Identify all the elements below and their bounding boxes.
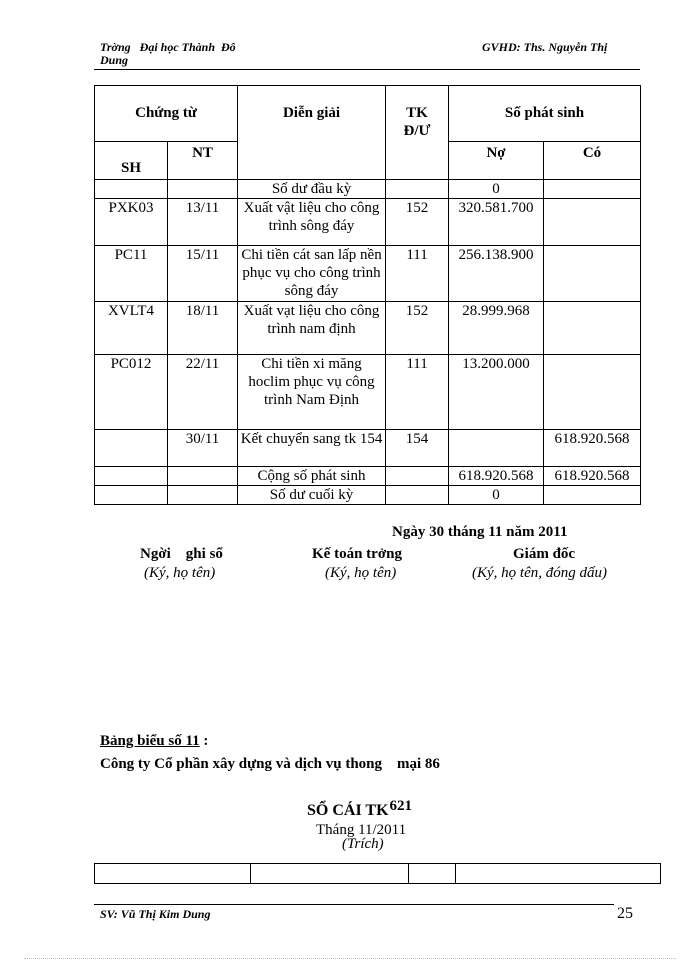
signature-recorder-title: Ngời ghi sổ (140, 546, 223, 562)
table-row (95, 430, 641, 467)
cell-no (449, 430, 544, 467)
table-label-text: Bảng biểu số 11 (100, 733, 200, 749)
cell-co (544, 302, 641, 355)
ledger-month: Tháng 11/2011 (316, 822, 407, 838)
next-table-cell (409, 864, 456, 884)
cell-tk (386, 180, 449, 199)
cell-desc: Chi tiền cát san lấp nền phục vụ cho công trình sông đáy (238, 246, 386, 302)
company-name: Công ty Cổ phần xây dựng và dịch vụ thong mại 86 (100, 756, 440, 772)
cell-desc: Chi tiền xi măng hoclim phục vụ công trình Nam Định (238, 355, 386, 430)
table-row (95, 302, 641, 355)
cell-sh: PC012 (95, 355, 168, 430)
cell-no: 618.920.568 (449, 467, 544, 486)
header-tk-line2: Đ/Ư (403, 123, 431, 139)
header-supervisor: GVHD: Ths. Nguyễn Thị (482, 40, 608, 54)
table-label-colon: : (199, 733, 209, 749)
table-row (95, 486, 641, 505)
next-table-cell (456, 864, 661, 884)
header-tk (386, 86, 449, 180)
cell-desc: Kết chuyển sang tk 154 (238, 430, 386, 467)
page-number: 25 (617, 905, 633, 922)
cell-no: 256.138.900 (449, 246, 544, 302)
cell-no: 0 (449, 180, 544, 199)
cell-no: 0 (449, 486, 544, 505)
ledger-excerpt: (Trích) (342, 836, 384, 852)
cell-nt (168, 467, 238, 486)
cell-tk: 152 (386, 302, 449, 355)
cell-nt: 13/11 (168, 199, 238, 246)
cell-co: 618.920.568 (544, 430, 641, 467)
cell-tk: 152 (386, 199, 449, 246)
header-dien-giai: Diễn giải (238, 86, 386, 180)
cell-desc: Cộng số phát sinh (238, 467, 386, 486)
cell-desc: Xuất vạt liệu cho công trình nam định (238, 302, 386, 355)
cell-co (544, 246, 641, 302)
header-sh: SH (95, 142, 168, 180)
table-row (95, 467, 641, 486)
cell-tk (386, 467, 449, 486)
table-row (95, 355, 641, 430)
cell-no: 13.200.000 (449, 355, 544, 430)
cell-sh: PXK03 (95, 199, 168, 246)
cell-no: 320.581.700 (449, 199, 544, 246)
cell-desc: Xuất vật liệu cho công trình sông đáy (238, 199, 386, 246)
cell-desc: Số dư cuối kỳ (238, 486, 386, 505)
header-school (100, 41, 236, 67)
header-co: Có (544, 142, 641, 180)
cell-co (544, 355, 641, 430)
header-nt: NT (168, 142, 238, 180)
cell-co (544, 180, 641, 199)
table-label (100, 733, 208, 750)
footer-student: SV: Vũ Thị Kim Dung (100, 907, 211, 921)
cell-co: 618.920.568 (544, 467, 641, 486)
header-tk-line1: TK (406, 105, 428, 121)
cell-nt (168, 180, 238, 199)
cell-desc: Số dư đầu kỳ (238, 180, 386, 199)
table-row (95, 246, 641, 302)
signature-director-note: (Ký, họ tên, đóng dấu) (472, 565, 607, 581)
signature-recorder-note: (Ký, họ tên) (144, 565, 216, 581)
header-school-line2: Dung (100, 53, 129, 67)
header-no: Nợ (449, 142, 544, 180)
cell-co (544, 486, 641, 505)
cell-tk: 111 (386, 355, 449, 430)
cell-no: 28.999.968 (449, 302, 544, 355)
ledger-table (94, 85, 641, 505)
ledger-title (307, 798, 413, 820)
cell-sh: PC11 (95, 246, 168, 302)
cell-sh (95, 467, 168, 486)
cell-nt: 15/11 (168, 246, 238, 302)
header-school-line1: Trờng Đại học Thành Đô (100, 40, 236, 54)
table-row (95, 199, 641, 246)
next-table-cell (95, 864, 251, 884)
cell-nt: 18/11 (168, 302, 238, 355)
page-edge-divider (24, 958, 676, 959)
signature-date: Ngày 30 tháng 11 năm 2011 (392, 524, 568, 540)
cell-nt (168, 486, 238, 505)
next-table-header (94, 863, 661, 884)
signature-director-title: Giám đốc (513, 546, 576, 562)
signature-accountant-title: Kế toán trởng (312, 546, 402, 562)
next-table-cell (251, 864, 409, 884)
ledger-account-no: 621 (389, 798, 413, 814)
cell-tk: 154 (386, 430, 449, 467)
table-row (95, 180, 641, 199)
header-chung-tu: Chứng từ (95, 86, 238, 142)
signature-accountant-note: (Ký, họ tên) (325, 565, 397, 581)
cell-co (544, 199, 641, 246)
cell-tk: 111 (386, 246, 449, 302)
cell-tk (386, 486, 449, 505)
footer-rule (94, 904, 614, 905)
header-rule (94, 69, 640, 70)
cell-sh (95, 486, 168, 505)
ledger-title-text: SỔ CÁI TK (307, 802, 389, 819)
cell-sh (95, 180, 168, 199)
header-so-phat-sinh: Số phát sinh (449, 86, 641, 142)
cell-nt: 22/11 (168, 355, 238, 430)
cell-nt: 30/11 (168, 430, 238, 467)
cell-sh (95, 430, 168, 467)
cell-sh: XVLT4 (95, 302, 168, 355)
